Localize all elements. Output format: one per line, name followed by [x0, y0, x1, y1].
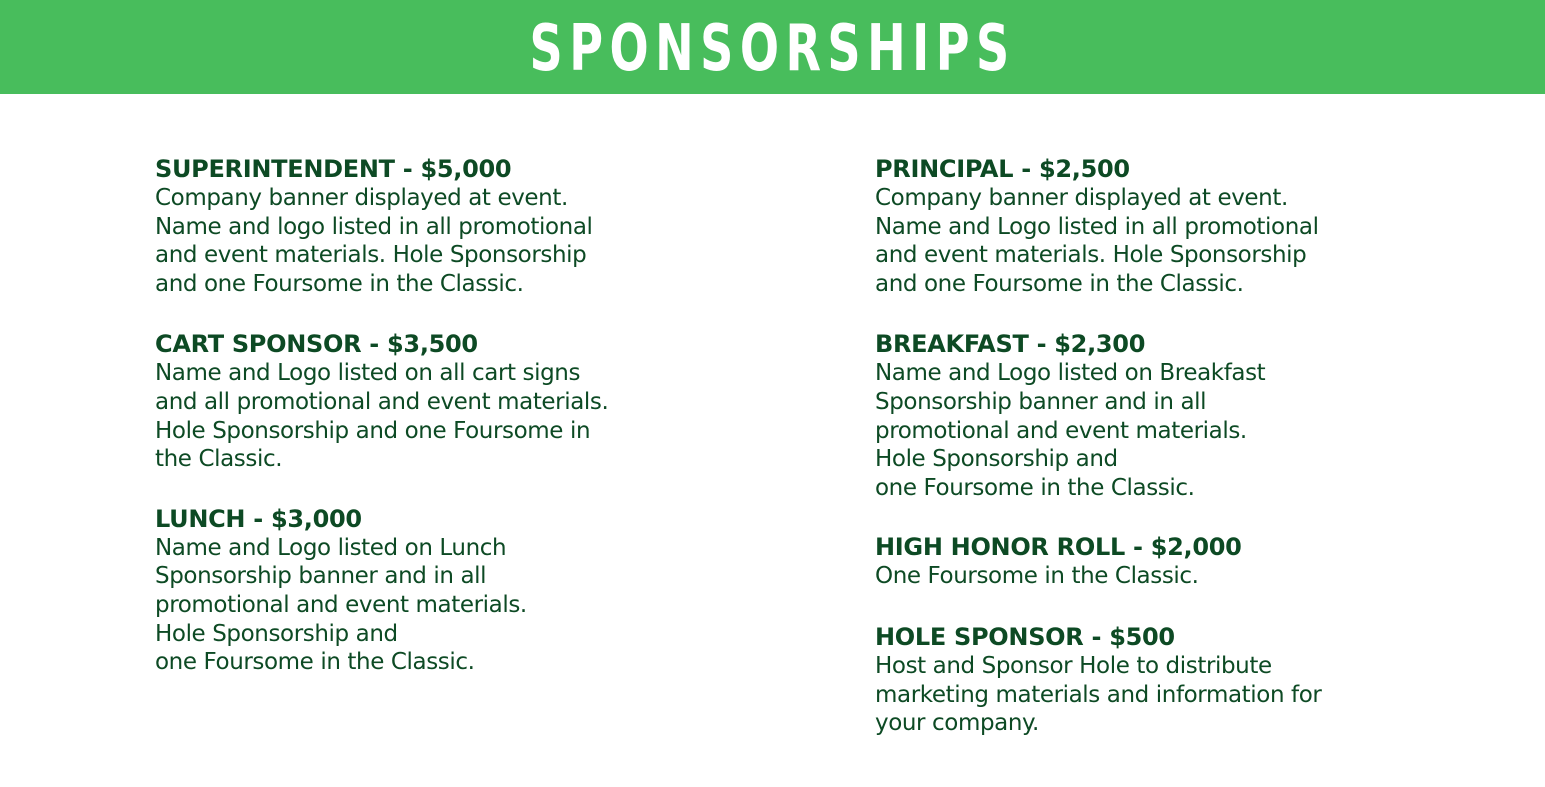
right-column — [875, 154, 1415, 738]
tier-title: CART SPONSOR - $3,500 — [155, 330, 478, 359]
sponsorship-tier-cart-sponsor — [155, 329, 695, 473]
tier-title: PRINCIPAL - $2,500 — [875, 155, 1130, 183]
tier-title: HOLE SPONSOR - $500 — [875, 622, 1175, 651]
tier-title: LUNCH - $3,000 — [155, 504, 362, 533]
tier-description: Company banner displayed at event. Name and logo listed in all promotional and event materials. Hole Sponsorship and one Foursome in the Classic. — [155, 185, 593, 297]
sponsorship-tier-breakfast — [875, 329, 1415, 502]
tier-title: SUPERINTENDENT - $5,000 — [155, 155, 512, 183]
sponsorship-tier-principal — [875, 154, 1415, 298]
page-title: SPONSORSHIPS — [529, 12, 1016, 86]
tier-description: Name and Logo listed on all cart signs and all promotional and event materials. Hole Sponsorship and one Foursome in the Classic. — [155, 360, 609, 473]
tier-description: One Foursome in the Classic. — [875, 563, 1199, 590]
tier-title: HIGH HONOR ROLL - $2,000 — [875, 533, 1242, 562]
header-banner — [0, 0, 1545, 94]
tier-description: Host and Sponsor Hole to distribute marketing materials and information for your company. — [875, 652, 1322, 737]
sponsorship-tier-lunch — [155, 504, 695, 677]
sponsorship-tier-high-honor-roll — [875, 532, 1415, 591]
left-column — [155, 154, 695, 677]
tier-title: BREAKFAST - $2,300 — [875, 330, 1146, 359]
tier-description: Company banner displayed at event. Name and Logo listed in all promotional and event materials. Hole Sponsorship and one Foursome in the Classic. — [875, 185, 1319, 297]
tier-description: Name and Logo listed on Breakfast Sponsorship banner and in all promotional and event materials. Hole Sponsorship and one Foursome in the Classic. — [875, 360, 1266, 501]
sponsorship-tier-superintendent — [155, 154, 695, 298]
sponsorship-tier-hole-sponsor — [875, 622, 1415, 738]
tier-description: Name and Logo listed on Lunch Sponsorship banner and in all promotional and event materials. Hole Sponsorship and one Foursome in the Classic. — [155, 534, 527, 676]
